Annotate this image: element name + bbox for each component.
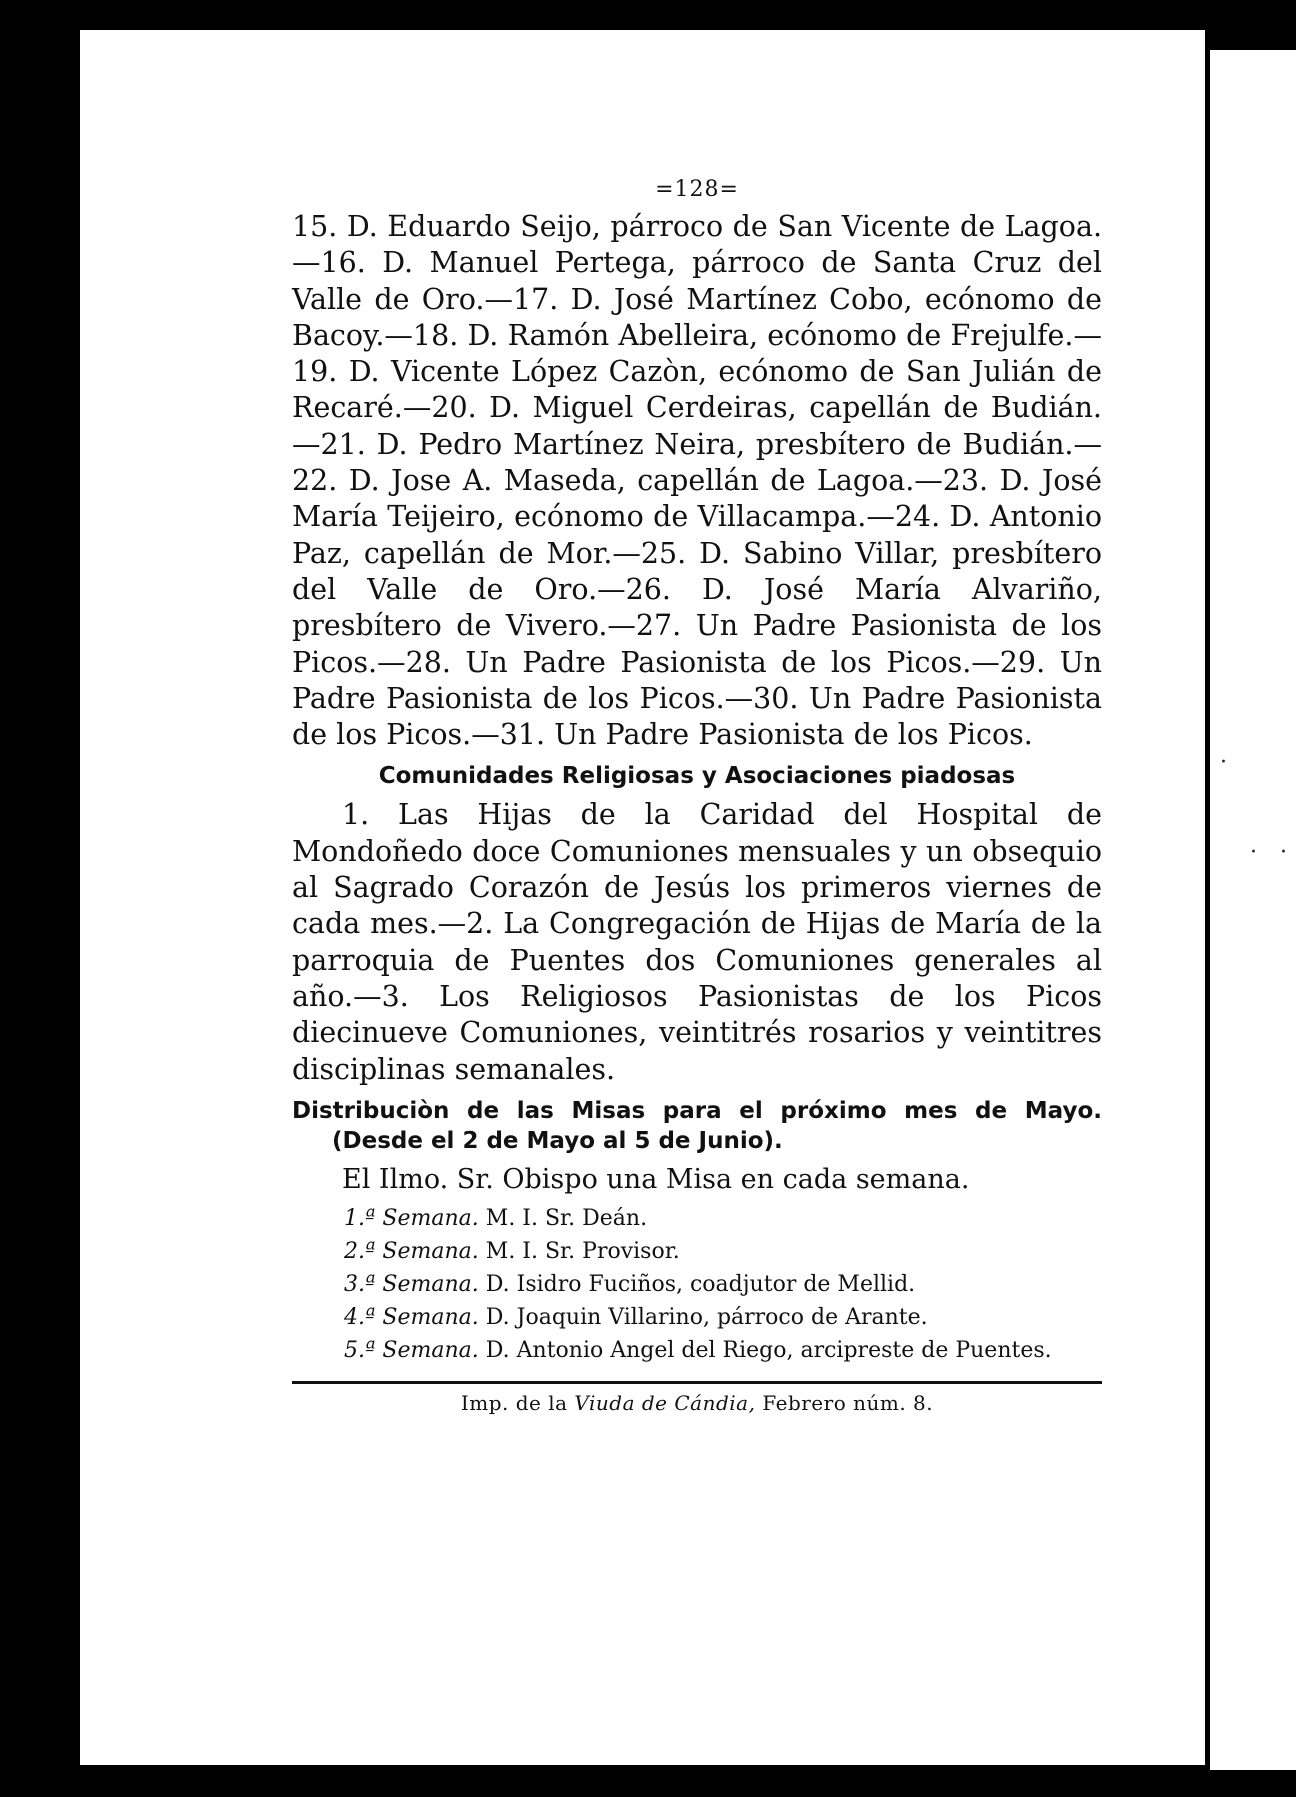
clergy-list-paragraph: 15. D. Eduardo Seijo, párroco de San Vicente de Lagoa.—16. D. Manuel Pertega, párroco de Santa Cruz del Valle de Oro.—17. D. José Martínez Cobo, ecónomo de Bacoy.—18. D. Ramón Abelleira, ecónomo de Frejulfe.—19. D. Vicente López Cazòn, ecónomo de San Julián de Recaré.—20. D. Miguel Cerdeiras, capellán de Budián.—21. D. Pedro Martínez Neira, presbítero de Budián.—22. D. Jose A. Maseda, capellán de Lagoa.—23. D. José María Teijeiro, ecónomo de Villacampa.—24. D. Antonio Paz, capellán de Mor.—25. D. Sabino Villar, presbítero del Valle de Oro.—26. D. José María Alvariño, presbítero de Vivero.—27. Un Padre Pasionista de los Picos.—28. Un Padre Pasionista de los Picos.—29. Un Padre Pasionista de los Picos.—30. Un Padre Pasionista de los Picos.—31. Un Padre Pasionista de los Picos. <box>292 210 1102 752</box>
communities-paragraph: 1. Las Hijas de la Caridad del Hospital de Mondoñedo doce Comuniones mensuales y un obsequio al Sagrado Corazón de Jesús los primeros viernes de cada mes.—2. La Congregación de Hijas de María de la parroquia de Puentes dos Comuniones generales al año.—3. Los Religiosos Pasionistas de los Picos diecinueve Comuniones, veintitrés rosarios y veintitres disciplinas semanales. <box>292 798 1102 1086</box>
week-item <box>292 1235 1102 1268</box>
margin-mark: · <box>1220 750 1227 775</box>
imprint-line <box>292 1388 1102 1418</box>
week-label: 1.ª Semana. <box>344 1205 479 1231</box>
week-item <box>292 1202 1102 1235</box>
week-text: D. Joaquin Villarino, párroco de Arante. <box>485 1304 928 1330</box>
page-text <box>292 175 1102 1418</box>
week-item <box>292 1334 1102 1367</box>
week-item <box>292 1268 1102 1301</box>
masses-heading: Distribuciòn de las Misas para el próximo mes de Mayo. (Desde el 2 de Mayo al 5 de Junio). <box>292 1097 1102 1154</box>
week-text: D. Antonio Angel del Riego, arcipreste de Puentes. <box>485 1337 1052 1363</box>
obispo-line: El Ilmo. Sr. Obispo una Misa en cada semana. <box>342 1163 970 1195</box>
week-item <box>292 1301 1102 1334</box>
week-text: D. Isidro Fuciños, coadjutor de Mellid. <box>485 1271 916 1297</box>
week-label: 5.ª Semana. <box>344 1337 479 1363</box>
footer-rule <box>292 1381 1102 1384</box>
imprint-suffix: Febrero núm. 8. <box>762 1390 934 1415</box>
adjacent-page-edge <box>1210 50 1296 1770</box>
week-label: 4.ª Semana. <box>344 1304 479 1330</box>
week-text: M. I. Sr. Deán. <box>485 1205 648 1231</box>
weeks-list <box>292 1202 1102 1367</box>
week-label: 3.ª Semana. <box>344 1271 479 1297</box>
week-text: M. I. Sr. Provisor. <box>485 1238 680 1264</box>
week-label: 2.ª Semana. <box>344 1238 479 1264</box>
page-number: =128= <box>655 177 739 202</box>
imprint-prefix: Imp. de la <box>460 1390 568 1415</box>
margin-mark: · <box>1280 840 1287 865</box>
margin-mark: · <box>1250 840 1257 865</box>
imprint-publisher: Viuda de Cándia, <box>574 1390 756 1415</box>
communities-heading: Comunidades Religiosas y Asociaciones piadosas <box>378 763 1016 790</box>
